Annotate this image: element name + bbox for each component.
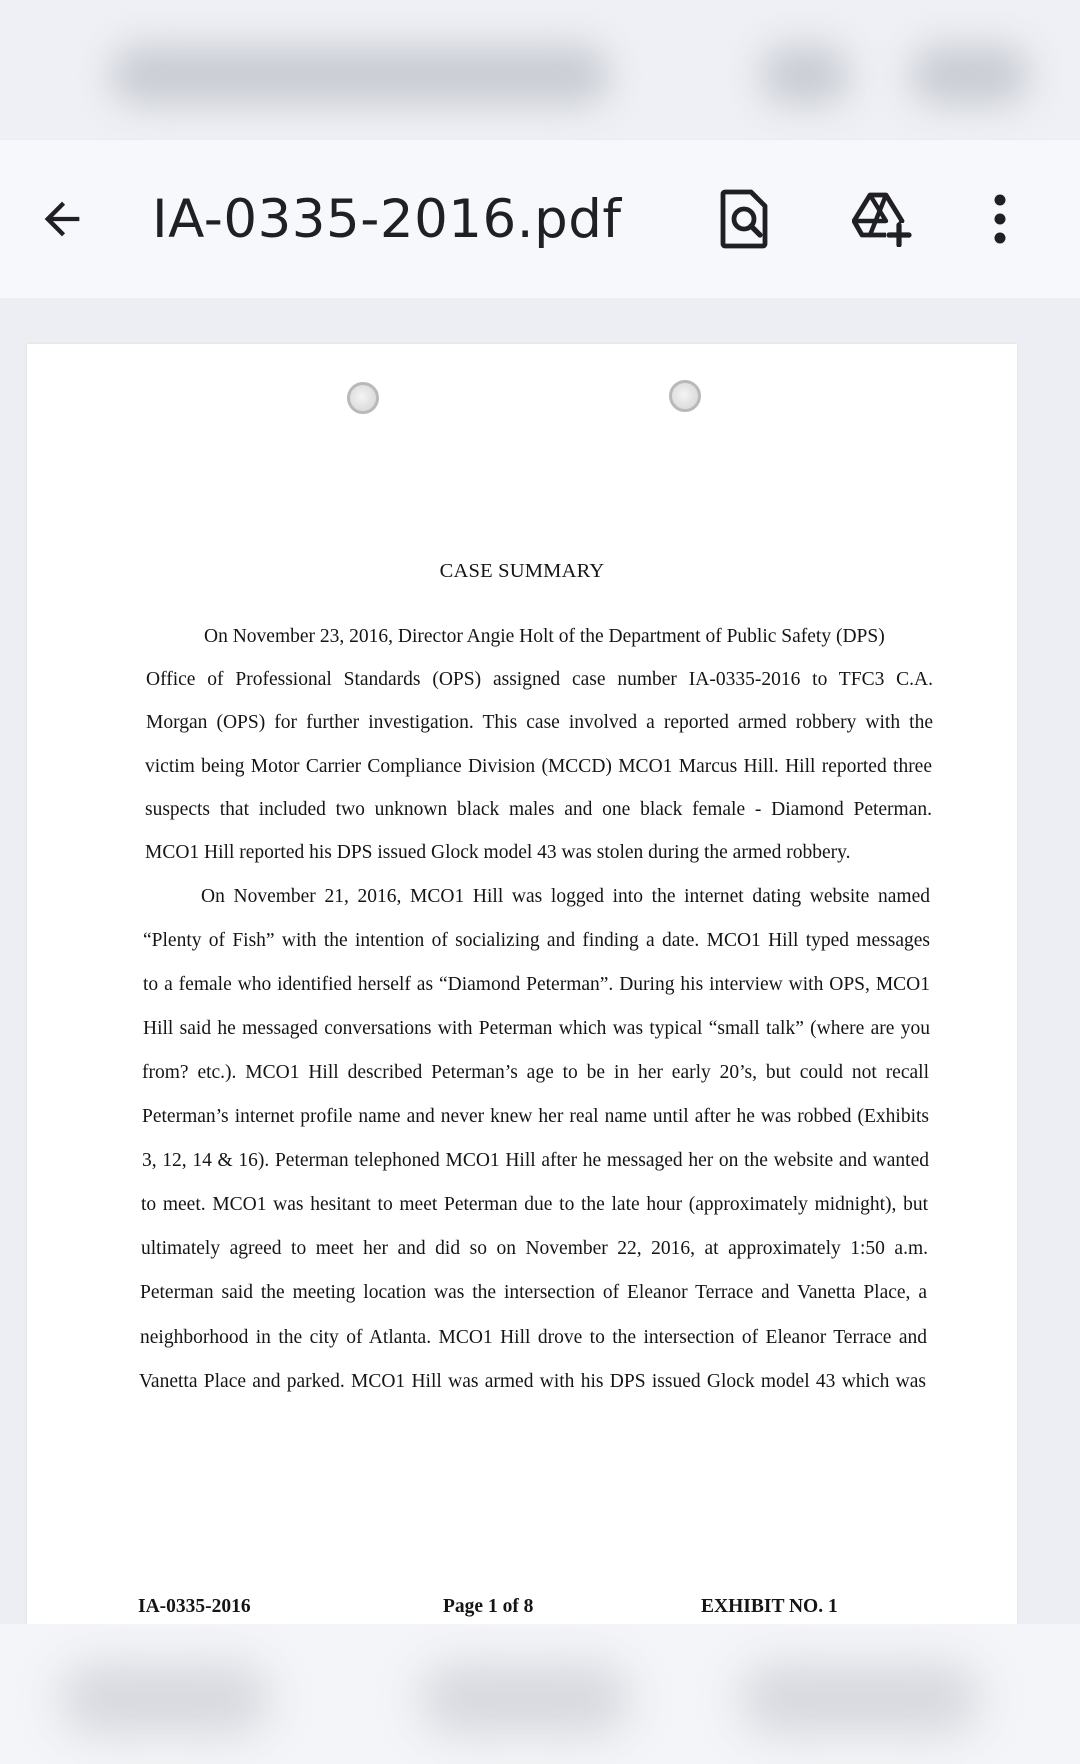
text-line: Vanetta Place and parked. MCO1 Hill was armed with his DPS issued Glock model 43 which was	[139, 1371, 926, 1392]
text-line: to a female who identified herself as “Diamond Peterman”. During his interview with OPS, MCO1	[143, 974, 930, 995]
text-line: suspects that included two unknown black males and one black female - Diamond Peterman.	[145, 799, 932, 820]
text-line: MCO1 Hill reported his DPS issued Glock model 43 was stolen during the armed robbery.	[145, 842, 851, 863]
text-line: from? etc.). MCO1 Hill described Peterman’s age to be in her early 20’s, but could not recall	[142, 1062, 929, 1083]
arrow-back-icon	[36, 193, 88, 245]
text-line: 3, 12, 14 & 16). Peterman telephoned MCO1 Hill after he messaged her on the website and wanted	[142, 1150, 929, 1171]
pdf-page[interactable]	[27, 344, 1017, 1634]
text-line: victim being Motor Carrier Compliance Division (MCCD) MCO1 Marcus Hill. Hill reported three	[145, 756, 932, 777]
back-button[interactable]	[12, 140, 112, 298]
footer-case-number: IA-0335-2016	[138, 1596, 251, 1617]
pdf-viewer[interactable]	[0, 298, 1080, 1624]
text-line: Peterman said the meeting location was the intersection of Eleanor Terrace and Vanetta Place, a	[140, 1282, 927, 1303]
document-title: IA-0335-2016.pdf	[152, 188, 622, 250]
text-line: ultimately agreed to meet her and did so on November 22, 2016, at approximately 1:50 a.m.	[141, 1238, 928, 1259]
find-in-document-icon	[719, 188, 771, 250]
text-line: Peterman’s internet profile name and never knew her real name until after he was robbed (Exhibits	[142, 1106, 929, 1127]
hole-punch-mark	[347, 382, 379, 414]
add-to-drive-icon	[852, 191, 912, 247]
hole-punch-mark	[669, 380, 701, 412]
text-line: “Plenty of Fish” with the intention of socializing and finding a date. MCO1 Hill typed messages	[143, 930, 930, 951]
text-line: neighborhood in the city of Atlanta. MCO1 Hill drove to the intersection of Eleanor Terrace and	[140, 1327, 927, 1348]
find-in-document-button[interactable]	[695, 140, 795, 298]
app-bar	[0, 140, 1080, 298]
text-line: Office of Professional Standards (OPS) assigned case number IA-0335-2016 to TFC3 C.A.	[146, 669, 933, 690]
text-line: On November 23, 2016, Director Angie Holt of the Department of Public Safety (DPS)	[204, 626, 885, 647]
text-line: Hill said he messaged conversations with Peterman which was typical “small talk” (where are you	[143, 1018, 930, 1039]
footer-exhibit: EXHIBIT NO. 1	[701, 1596, 838, 1617]
status-bar	[0, 0, 1080, 140]
add-to-drive-button[interactable]	[832, 140, 932, 298]
text-line: to meet. MCO1 was hesitant to meet Peterman due to the late hour (approximately midnight), but	[141, 1194, 928, 1215]
footer-page-number: Page 1 of 8	[443, 1596, 534, 1617]
text-line: On November 21, 2016, MCO1 Hill was logged into the internet dating website named	[201, 886, 930, 907]
bottom-navigation-bar	[0, 1624, 1080, 1764]
text-line: Morgan (OPS) for further investigation. This case involved a reported armed robbery with the	[146, 712, 933, 733]
more-vert-icon	[992, 194, 1008, 244]
more-options-button[interactable]	[950, 140, 1050, 298]
document-heading: CASE SUMMARY	[439, 560, 605, 582]
